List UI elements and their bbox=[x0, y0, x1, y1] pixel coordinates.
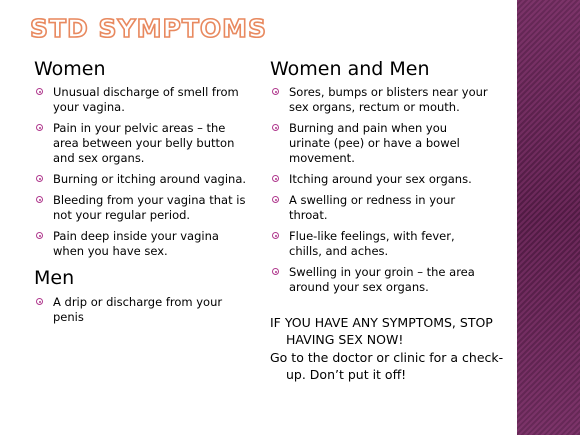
list-item: Swelling in your groin – the area around your sex organs. bbox=[270, 265, 490, 295]
list-item: Bleeding from your vagina that is not your regular period. bbox=[34, 193, 249, 223]
list-item: Burning or itching around vagina. bbox=[34, 172, 249, 187]
list-item: Flue-like feelings, with fever, chills, and aches. bbox=[270, 229, 490, 259]
bullet-icon bbox=[36, 298, 43, 305]
list-item: Sores, bumps or blisters near your sex organs, rectum or mouth. bbox=[270, 85, 490, 115]
bullet-icon bbox=[36, 232, 43, 239]
bullet-icon bbox=[36, 88, 43, 95]
bullet-icon bbox=[272, 124, 279, 131]
women-and-men-heading: Women and Men bbox=[270, 58, 430, 80]
bullet-icon bbox=[272, 232, 279, 239]
bullet-icon bbox=[272, 268, 279, 275]
bullet-icon bbox=[36, 196, 43, 203]
decorative-side-band bbox=[517, 0, 580, 435]
men-symptom-list bbox=[34, 295, 249, 331]
bullet-icon bbox=[272, 88, 279, 95]
bullet-icon bbox=[272, 196, 279, 203]
slide-title: STD SYMPTOMS bbox=[30, 14, 268, 43]
bullet-icon bbox=[36, 175, 43, 182]
list-item: A swelling or redness in your throat. bbox=[270, 193, 490, 223]
bullet-icon bbox=[36, 124, 43, 131]
list-item: A drip or discharge from your penis bbox=[34, 295, 249, 325]
list-item: Unusual discharge of smell from your vagina. bbox=[34, 85, 249, 115]
bullet-icon bbox=[272, 175, 279, 182]
list-item: Burning and pain when you urinate (pee) or have a bowel movement. bbox=[270, 121, 490, 166]
list-item: Pain in your pelvic areas – the area between your belly button and sex organs. bbox=[34, 121, 249, 166]
advice-text: Go to the doctor or clinic for a check-up. Don’t put it off! bbox=[270, 350, 504, 382]
women-heading: Women bbox=[34, 58, 106, 80]
list-item: Itching around your sex organs. bbox=[270, 172, 490, 187]
men-heading: Men bbox=[34, 267, 75, 289]
women-symptom-list bbox=[34, 85, 249, 265]
list-item: Pain deep inside your vagina when you have sex. bbox=[34, 229, 249, 259]
shared-symptom-list bbox=[270, 85, 490, 301]
warning-text: IF YOU HAVE ANY SYMPTOMS, STOP HAVING SEX NOW! bbox=[270, 315, 493, 347]
